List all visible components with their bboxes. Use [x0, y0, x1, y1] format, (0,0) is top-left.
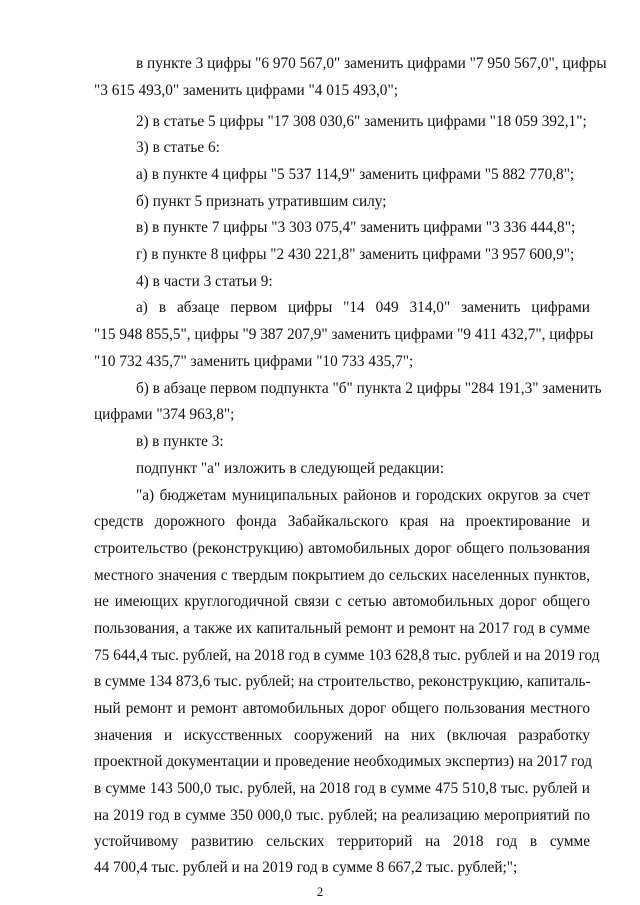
text-line-26: значения и искусственных сооружений на них (включая разработку [94, 727, 590, 744]
text-line-19: строительство (реконструкцию) автомобильных дорог общего пользования [94, 540, 590, 557]
text-line-24: в сумме 134 873,6 тыс. рублей; на строительство, реконструкцию, капиталь- [94, 673, 591, 690]
page-number: 2 [316, 884, 324, 899]
text-line-5: а) в пункте 4 цифры "5 537 114,9" заменить цифрами "5 882 770,8"; [136, 166, 575, 183]
text-line-20: местного значения с твердым покрытием до сельских населенных пунктов, [94, 567, 590, 584]
text-line-9: 4) в части 3 статьи 9: [136, 273, 273, 290]
text-line-3: 2) в статье 5 цифры "17 308 030,6" заменить цифрами "18 059 392,1"; [136, 113, 587, 130]
text-line-27: проектной документации и проведение необходимых экспертиз) на 2017 год [94, 753, 593, 770]
text-line-4: 3) в статье 6: [136, 139, 220, 156]
text-line-22: пользования, а также их капитальный ремонт и ремонт на 2017 год в сумме [94, 620, 590, 637]
text-line-23: 75 644,4 тыс. рублей, на 2018 год в сумме 103 628,8 тыс. рублей и на 2019 год [94, 647, 600, 664]
text-line-30: устойчивому развитию сельских территорий на 2018 год в сумме [94, 833, 590, 850]
text-line-17: "а) бюджетам муниципальных районов и городских округов за счет [136, 487, 590, 504]
text-line-11: "15 948 855,5", цифры "9 387 207,9" заменить цифрами "9 411 432,7", цифры [94, 326, 594, 343]
text-line-12: "10 732 435,7" заменить цифрами "10 733 435,7"; [94, 353, 414, 370]
text-line-31: 44 700,4 тыс. рублей и на 2019 год в сумме 8 667,2 тыс. рублей;"; [94, 859, 518, 876]
text-line-28: в сумме 143 500,0 тыс. рублей, на 2018 год в сумме 475 510,8 тыс. рублей и [94, 780, 590, 797]
text-line-18: средств дорожного фонда Забайкальского края на проектирование и [94, 513, 590, 530]
text-line-2: "3 615 493,0" заменить цифрами "4 015 493,0"; [94, 82, 398, 99]
text-line-14: цифрами "374 963,8"; [94, 406, 235, 423]
text-line-29: на 2019 год в сумме 350 000,0 тыс. рублей; на реализацию мероприятий по [94, 807, 590, 824]
text-line-1: в пункте 3 цифры "6 970 567,0" заменить цифрами "7 950 567,0", цифры [136, 55, 607, 72]
text-line-21: не имеющих круглогодичной связи с сетью автомобильных дорог общего [94, 593, 590, 610]
text-line-10: а) в абзаце первом цифры "14 049 314,0" заменить цифрами [136, 299, 590, 316]
text-line-16: подпункт "а" изложить в следующей редакции: [136, 460, 444, 477]
text-line-15: в) в пункте 3: [136, 433, 224, 450]
text-line-8: г) в пункте 8 цифры "2 430 221,8" заменить цифрами "3 957 600,9"; [136, 246, 575, 263]
text-line-7: в) в пункте 7 цифры "3 303 075,4" заменить цифрами "3 336 444,8"; [136, 219, 576, 236]
text-line-6: б) пункт 5 признать утратившим силу; [136, 193, 387, 210]
text-line-25: ный ремонт и ремонт автомобильных дорог общего пользования местного [94, 700, 590, 717]
text-line-13: б) в абзаце первом подпункта "б" пункта 2 цифры "284 191,3" заменить [136, 380, 602, 397]
